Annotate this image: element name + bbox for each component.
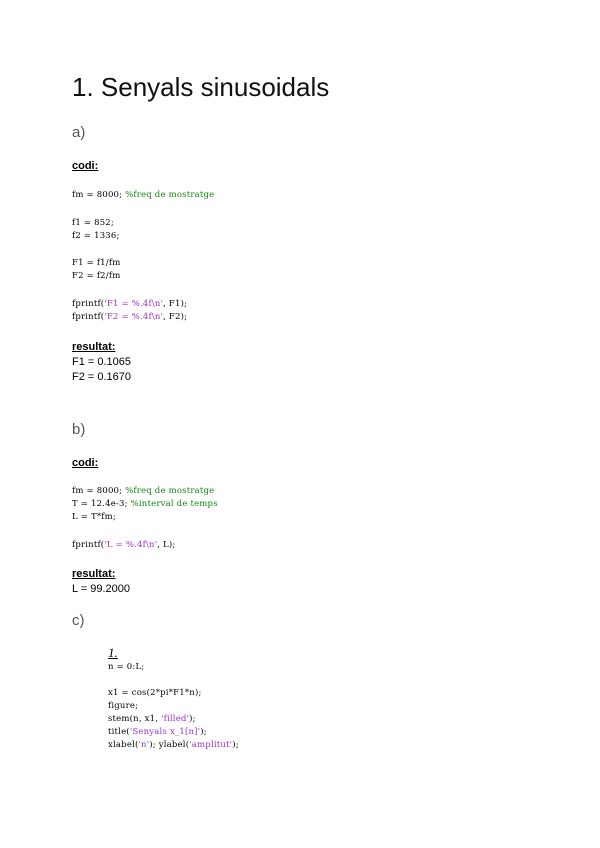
code-line: fprintf('F1 = %.4f\n', F1); [72, 299, 188, 309]
code-line: f2 = 1336; [72, 231, 120, 241]
page-title: 1. Senyals sinusoidals [72, 72, 330, 102]
code-line: F1 = f1/fm [72, 258, 121, 268]
code-line: T = 12.4e-3; %interval de temps [72, 499, 218, 509]
code-line: L = T*fm; [72, 512, 116, 522]
code-comment: %freq de mostratge [125, 486, 215, 496]
code-string: 'filled' [161, 714, 190, 724]
code-line: x1 = cos(2*pi*F1*n); [108, 688, 202, 698]
code-comment: %freq de mostratge [125, 190, 215, 200]
result-line: L = 99.2000 [72, 583, 131, 595]
code-line: xlabel('n'); ylabel('amplitut'); [108, 740, 239, 750]
code-string: 'amplitut' [189, 740, 233, 750]
code-line: fprintf('F2 = %.4f\n', F2); [72, 312, 188, 322]
code-string: 'n' [138, 740, 150, 750]
code-line: fm = 8000; %freq de mostratge [72, 190, 215, 200]
result-line: F2 = 0.1670 [72, 371, 132, 383]
code-line: n = 0:L; [108, 662, 145, 672]
code-line: fm = 8000; %freq de mostratge [72, 486, 215, 496]
code-string: 'F2 = %.4f\n' [104, 312, 164, 322]
code-line: fprintf('L = %.4f\n', L); [72, 540, 176, 550]
code-string: 'Senyals x_1[n]' [129, 727, 201, 737]
code-line: figure; [108, 701, 139, 711]
code-line: stem(n, x1, 'filled'); [108, 714, 196, 724]
section-a-resultat-label: resultat: [72, 341, 116, 353]
code-line: title('Senyals x_1[n]'); [108, 727, 207, 737]
code-comment: %interval de temps [130, 499, 218, 509]
section-c-heading: c) [72, 612, 85, 629]
code-line: F2 = f2/fm [72, 271, 121, 281]
list-item-number: 1. [108, 645, 118, 660]
section-b-resultat-label: resultat: [72, 568, 116, 580]
section-a-heading: a) [72, 124, 86, 141]
code-string: 'L = %.4f\n' [104, 540, 158, 550]
code-line: f1 = 852; [72, 218, 114, 228]
code-string: 'F1 = %.4f\n' [104, 299, 164, 309]
result-line: F1 = 0.1065 [72, 356, 132, 368]
section-b-codi-label: codi: [72, 457, 99, 469]
section-a-codi-label: codi: [72, 160, 99, 172]
section-b-heading: b) [72, 421, 86, 438]
